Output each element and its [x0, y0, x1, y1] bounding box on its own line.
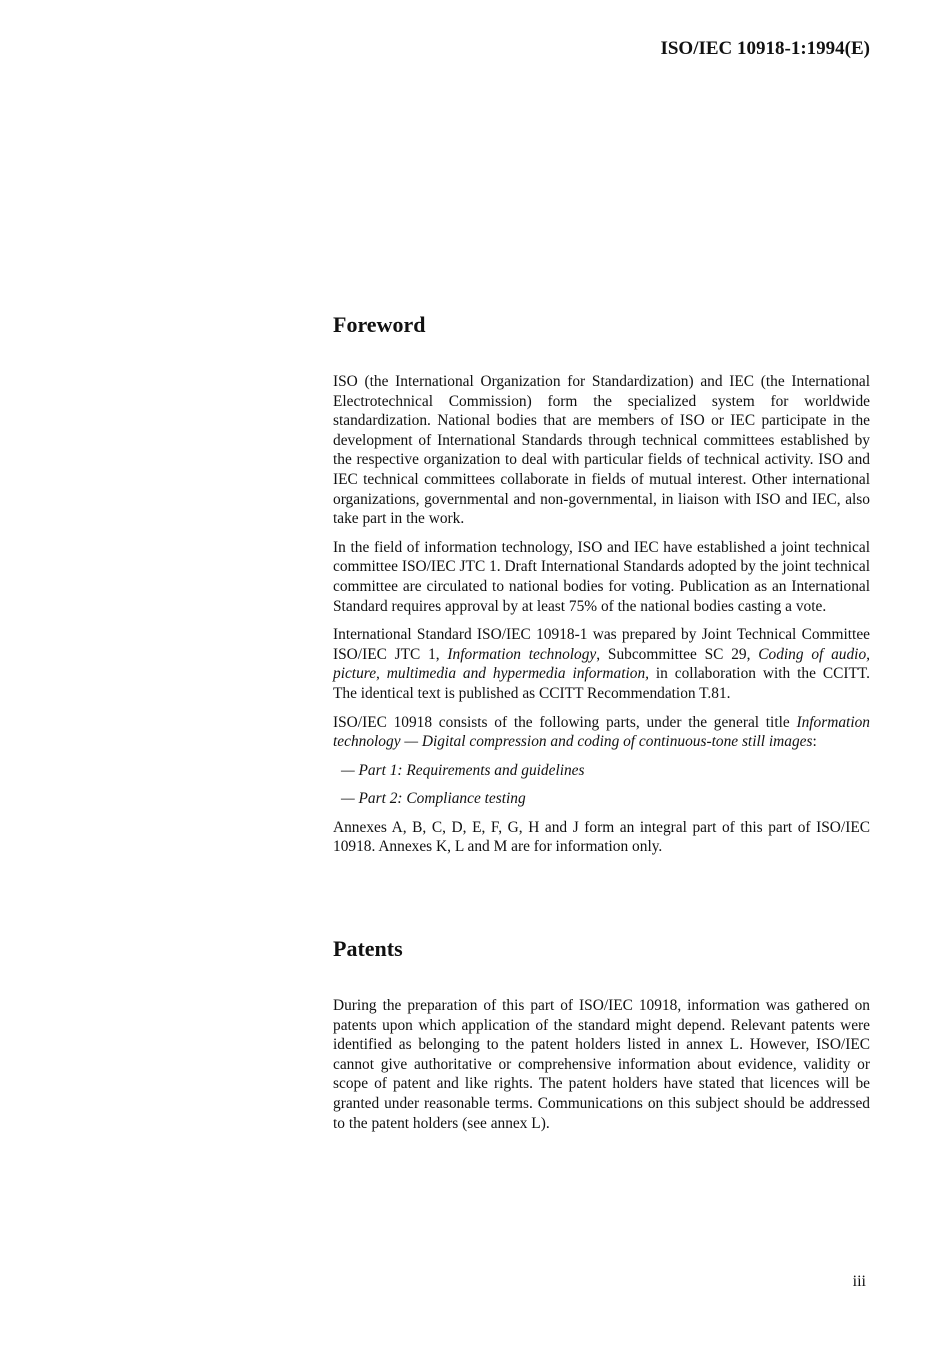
foreword-body — [333, 372, 870, 857]
foreword-paragraph-1: ISO (the International Organization for Standardization) and IEC (the International Electrotechnical Commission) form the specialized system for worldwide standardization. National bodies that are members of ISO or IEC participate in the development of International Standards through technical committees established by the respective organization to deal with particular fields of technical activity. ISO and IEC technical committees collaborate in fields of mutual interest. Other international organizations, governmental and non-governmental, in liaison with ISO and IEC, also take part in the work. — [333, 373, 870, 528]
foreword-paragraph-3 — [333, 625, 870, 703]
foreword-paragraph-2: In the field of information technology, ISO and IEC have established a joint technical committee ISO/IEC JTC 1. Draft International Standards adopted by the joint technical committee are circulated to national bodies for voting. Publication as an International Standard requires approval by at least 75% of the national bodies casting a vote. — [333, 538, 870, 615]
patents-body — [333, 996, 870, 1133]
part-list-item-2: — Part 2: Compliance testing — [341, 790, 526, 808]
foreword-paragraph-5: Annexes A, B, C, D, E, F, G, H and J form an integral part of this part of ISO/IEC 10918. Annexes K, L and M are for information only. — [333, 818, 870, 856]
p3-text-c: , Subcommittee SC 29, — [596, 645, 759, 663]
p4-italic-general-title: Information technology — Digital compression and coding of continuous-tone still images — [333, 713, 870, 751]
p3-text-a: International Standard ISO/IEC 10918-1 was prepared by Joint Technical Committee ISO/IEC JTC 1, — [333, 626, 870, 663]
p3-italic-coding-title: Coding of audio, picture, multimedia and hypermedia information, — [333, 645, 871, 683]
page-header-doc-id: ISO/IEC 10918-1:1994(E) — [660, 38, 870, 59]
patents-title: Patents — [333, 936, 403, 961]
patents-paragraph-1: During the preparation of this part of ISO/IEC 10918, information was gathered on patents upon which application of the standard might depend. Relevant patents were identified as belonging to the patent holders listed in annex L. However, ISO/IEC cannot give authoritative or comprehensive information about evidence, validity or scope of patent and like rights. The patent holders have stated that licences will be granted under reasonable terms. Communications on this subject should be addressed to the patent holders (see annex L). — [333, 997, 870, 1132]
p4-text-c: : — [812, 733, 817, 751]
page-number: iii — [852, 1273, 866, 1290]
p4-text-a: ISO/IEC 10918 consists of the following parts, under the general title — [333, 713, 797, 731]
p3-italic-information-technology: Information technology — [447, 645, 597, 663]
p3-text-e: in collaboration with the CCITT. The identical text is published as CCITT Recommendation T.81. — [333, 665, 870, 702]
foreword-title: Foreword — [333, 312, 426, 337]
patents-section — [333, 936, 870, 1142]
foreword-paragraph-4 — [333, 713, 870, 752]
foreword-section — [333, 312, 870, 866]
part-list-item-1: — Part 1: Requirements and guidelines — [341, 761, 585, 779]
